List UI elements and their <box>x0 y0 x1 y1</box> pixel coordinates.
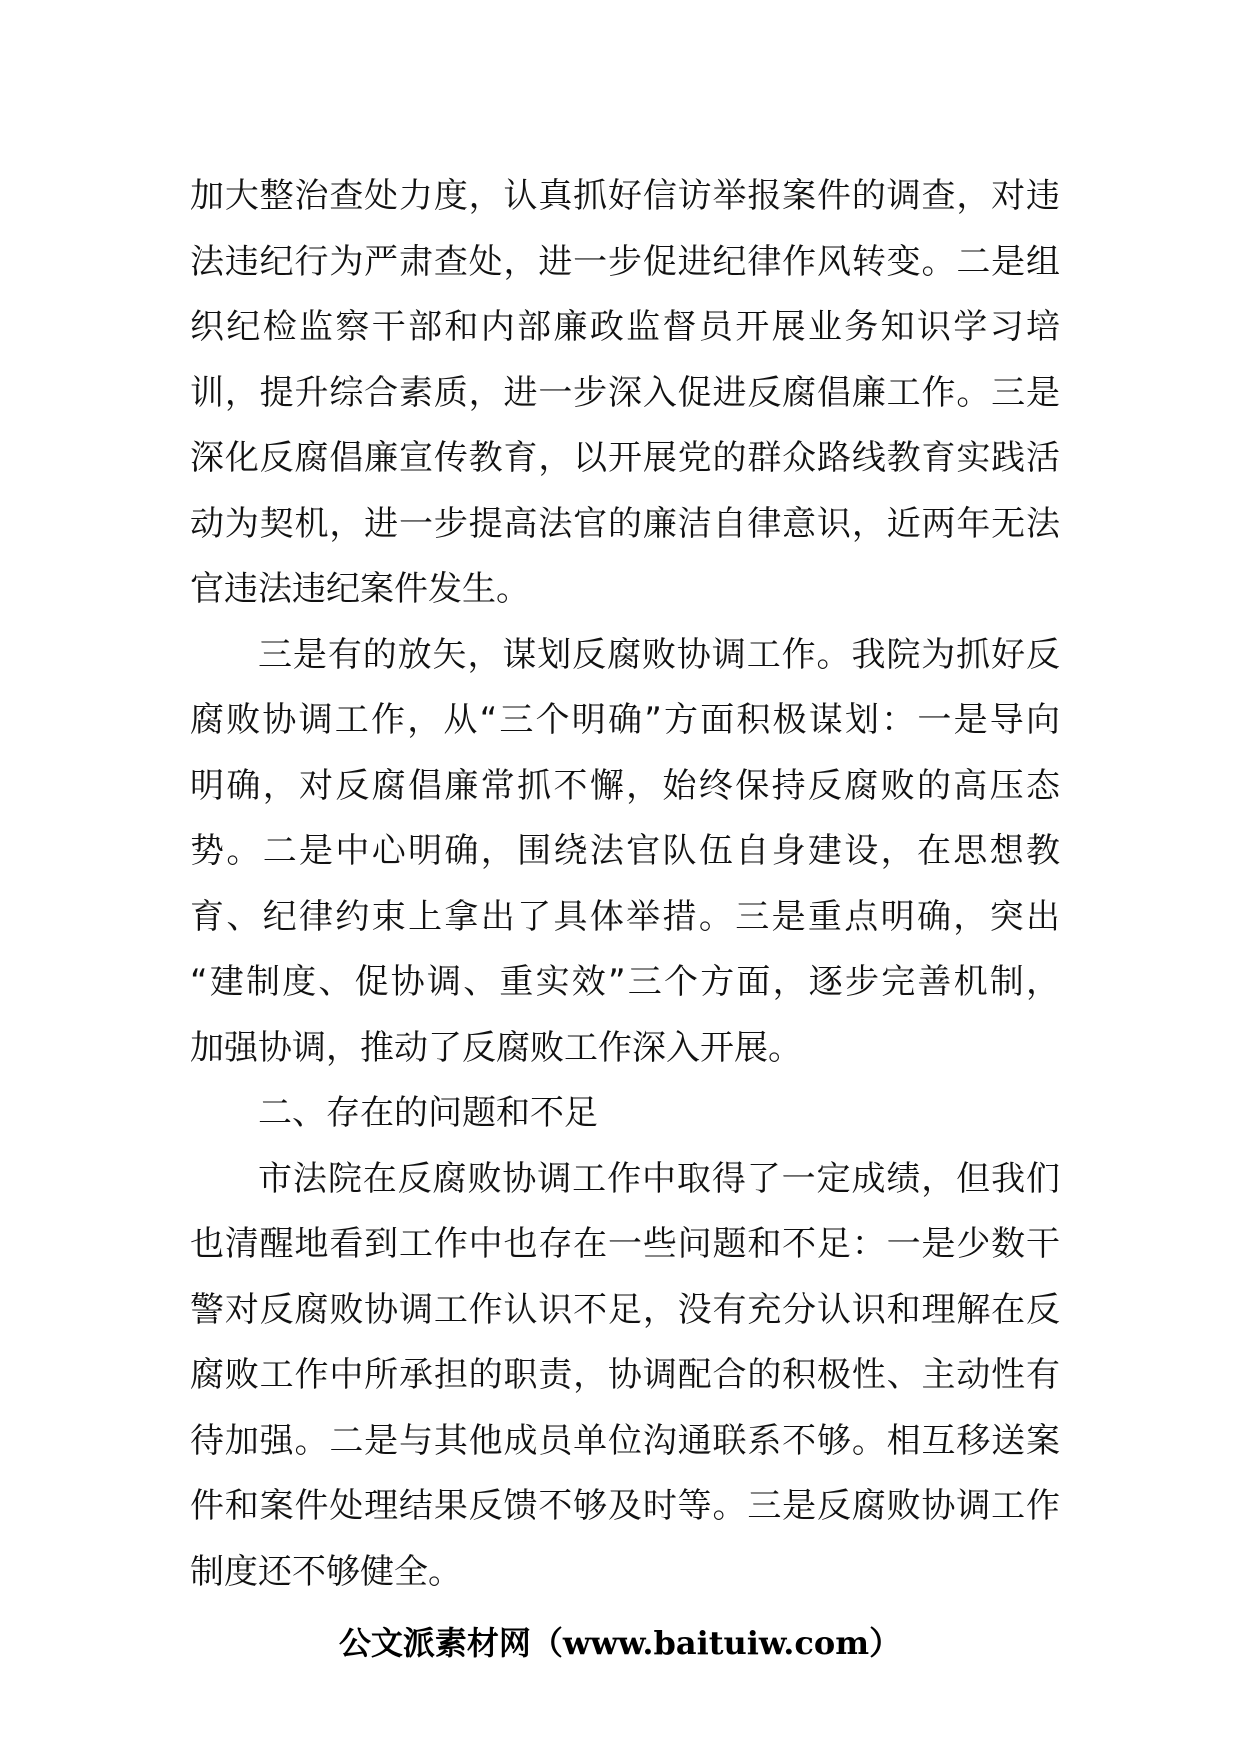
text-line: 腐败工作中所承担的职责，协调配合的积极性、主动性有 <box>190 1355 1060 1395</box>
text-line: 三是有的放矢，谋划反腐败协调工作。我院为抓好反 <box>258 634 1060 675</box>
text-line: 法违纪行为严肃查处，进一步促进纪律作风转变。二是组 <box>190 241 1060 282</box>
text-line: 加强协调，推动了反腐败工作深入开展。 <box>190 1027 802 1068</box>
text-line: 件和案件处理结果反馈不够及时等。三是反腐败协调工作 <box>190 1486 1060 1526</box>
text-line: 制度还不够健全。 <box>190 1551 462 1592</box>
text-line: 待加强。二是与其他成员单位沟通联系不够。相互移送案 <box>190 1420 1060 1461</box>
text-line: 官违法违纪案件发生。 <box>190 569 530 609</box>
section-heading: 二、存在的问题和不足 <box>258 1093 598 1133</box>
text-line: 动为契机，进一步提高法官的廉洁自律意识，近两年无法 <box>190 503 1060 544</box>
text-line: 训，提升综合素质，进一步深入促进反腐倡廉工作。三是 <box>190 372 1060 413</box>
text-line: 市法院在反腐败协调工作中取得了一定成绩，但我们 <box>258 1158 1060 1199</box>
text-line: 警对反腐败协调工作认识不足，没有充分认识和理解在反 <box>190 1289 1060 1330</box>
text-line: 加大整治查处力度，认真抓好信访举报案件的调查，对违 <box>190 176 1060 216</box>
text-line: 也清醒地看到工作中也存在一些问题和不足：一是少数干 <box>190 1224 1060 1264</box>
footer-watermark: 公文派素材网（www.baituiw.com） <box>338 1624 902 1662</box>
text-line: 明确，对反腐倡廉常抓不懈，始终保持反腐败的高压态 <box>190 765 1060 806</box>
text-line: 势。二是中心明确，围绕法官队伍自身建设，在思想教 <box>190 831 1060 871</box>
text-line: “建制度、促协调、重实效”三个方面，逐步完善机制， <box>190 962 1060 1002</box>
text-line: 深化反腐倡廉宣传教育，以开展党的群众路线教育实践活 <box>190 438 1060 478</box>
text-line: 腐败协调工作，从“三个明确”方面积极谋划：一是导向 <box>190 700 1060 740</box>
document-body <box>190 164 1060 1605</box>
text-line: 织纪检监察干部和内部廉政监督员开展业务知识学习培 <box>190 307 1060 347</box>
text-line: 育、纪律约束上拿出了具体举措。三是重点明确，突出 <box>190 896 1060 937</box>
